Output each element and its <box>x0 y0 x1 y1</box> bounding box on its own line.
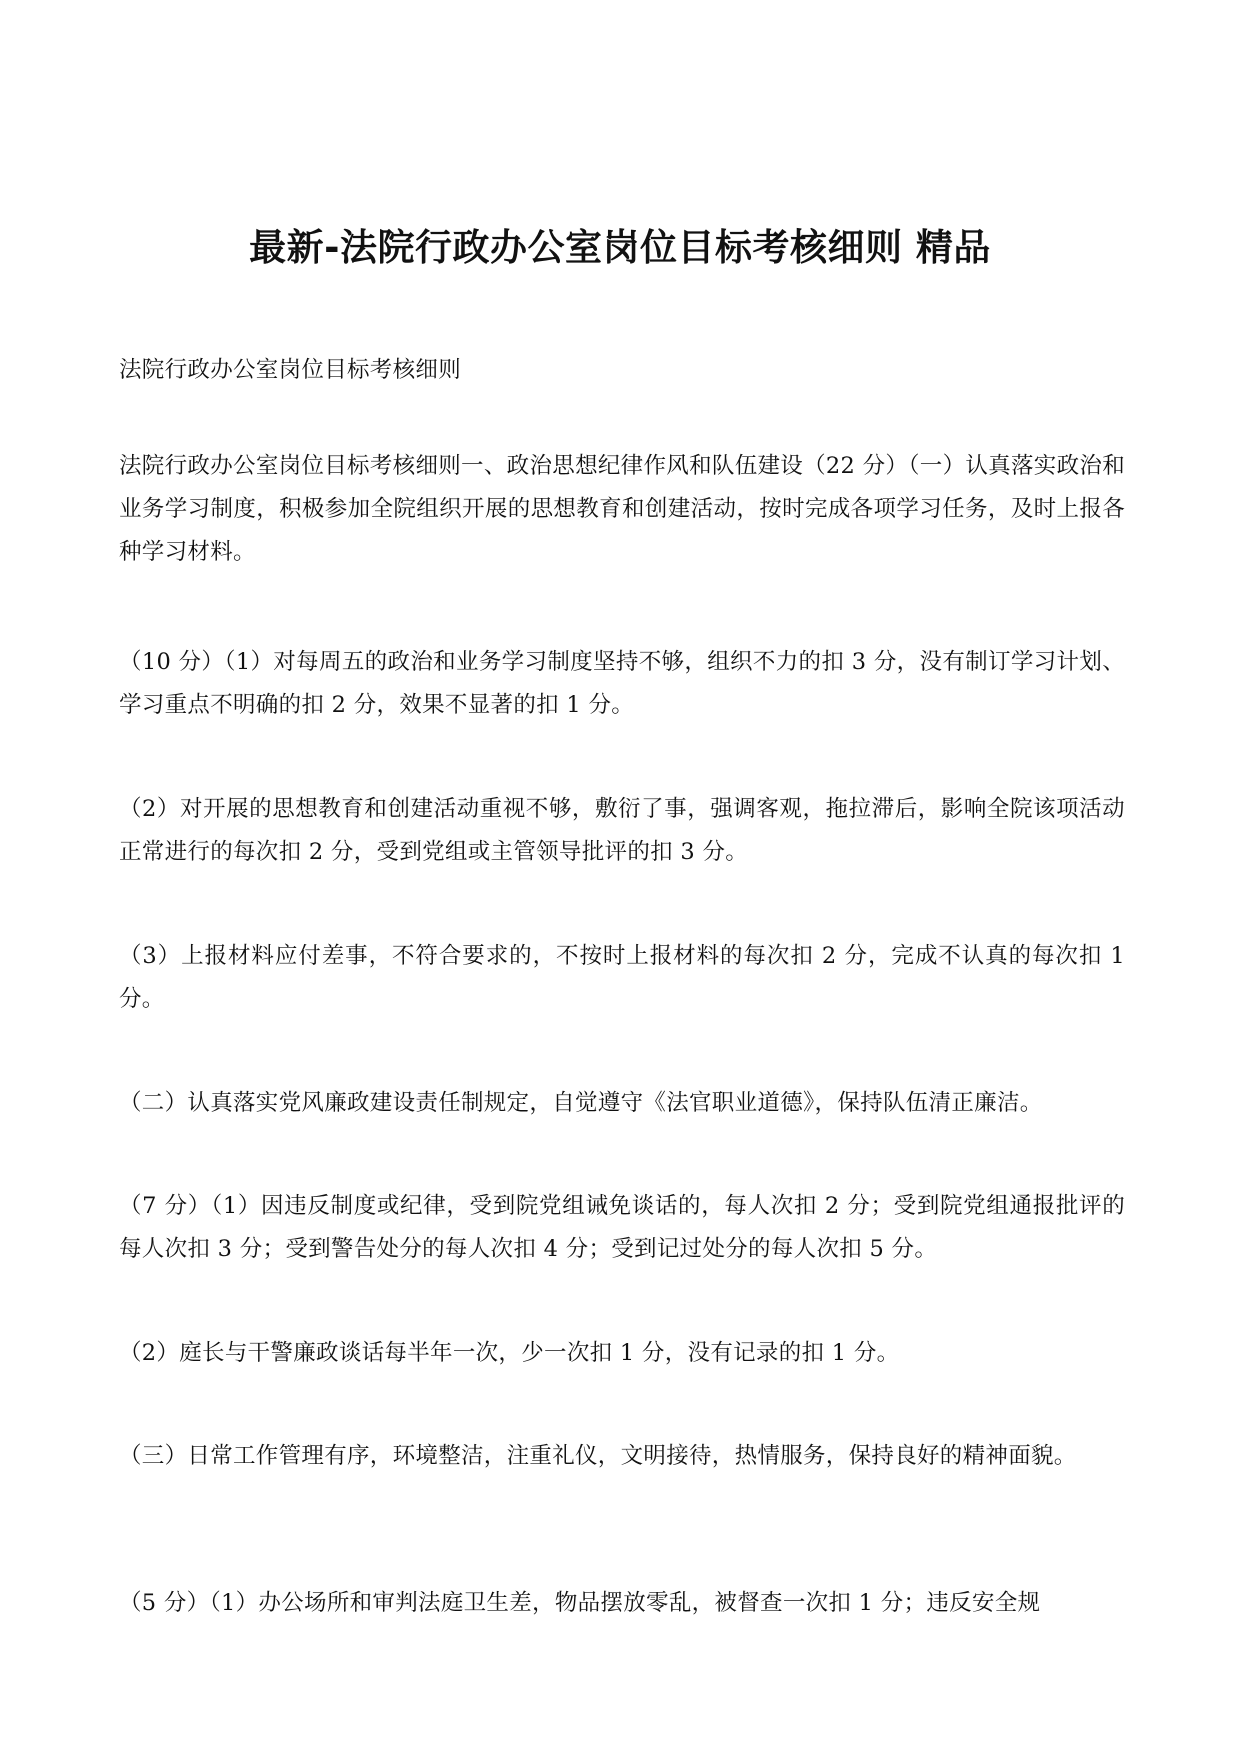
body-paragraph: （2）庭长与干警廉政谈话每半年一次，少一次扣 1 分，没有记录的扣 1 分。 <box>119 1340 900 1366</box>
document-title: 最新-法院行政办公室岗位目标考核细则 精品 <box>249 226 991 269</box>
body-paragraph: （3）上报材料应付差事，不符合要求的，不按时上报材料的每次扣 2 分，完成不认真的每次扣 1 分。 <box>119 943 1125 1012</box>
body-paragraph: （7 分）（1）因违反制度或纪律，受到院党组诫免谈话的，每人次扣 2 分；受到院党组通报批评的每人次扣 3 分；受到警告处分的每人次扣 4 分；受到记过处分的每人次扣 5 分。 <box>119 1193 1125 1262</box>
body-paragraph: （5 分）（1）办公场所和审判法庭卫生差，物品摆放零乱，被督查一次扣 1 分；违反安全规 <box>119 1590 1041 1616</box>
body-paragraph: （2）对开展的思想教育和创建活动重视不够，敷衍了事，强调客观，拖拉滞后，影响全院该项活动正常进行的每次扣 2 分，受到党组或主管领导批评的扣 3 分。 <box>119 796 1125 865</box>
body-paragraph: （三）日常工作管理有序，环境整洁，注重礼仪，文明接待，热情服务，保持良好的精神面貌。 <box>119 1443 1077 1469</box>
body-paragraph: （10 分）（1）对每周五的政治和业务学习制度坚持不够，组织不力的扣 3 分，没有制订学习计划、学习重点不明确的扣 2 分，效果不显著的扣 1 分。 <box>119 649 1125 718</box>
subtitle-paragraph: 法院行政办公室岗位目标考核细则 <box>119 357 462 383</box>
body-paragraph: 法院行政办公室岗位目标考核细则一、政治思想纪律作风和队伍建设（22 分）（一）认真落实政治和业务学习制度，积极参加全院组织开展的思想教育和创建活动，按时完成各项学习任务，及时上报各种学习材料。 <box>119 453 1125 565</box>
body-paragraph: （二）认真落实党风廉政建设责任制规定，自觉遵守《法官职业道德》，保持队伍清正廉洁。 <box>119 1090 1043 1116</box>
